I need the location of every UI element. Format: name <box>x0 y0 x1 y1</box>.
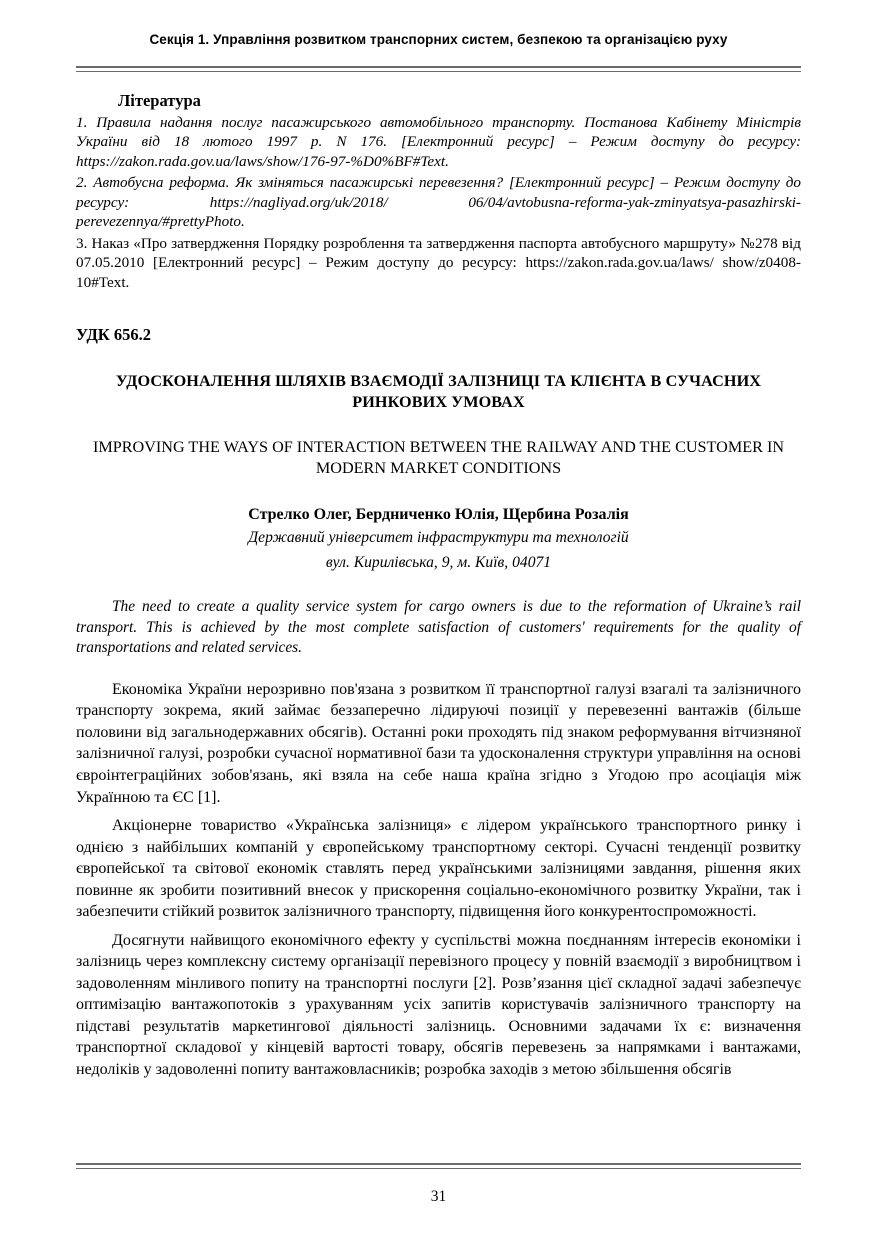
authors: Стрелко Олег, Бердниченко Юлія, Щербина Розалія <box>248 506 629 524</box>
body-paragraph: Економіка України нерозривно пов'язана з розвитком її транспортної галузі взагалі та залізничного транспорту зокрема, який займає беззаперечно лідируючі позиції у перевезенні вантажів (більше половини від загальнодержавних обсягів). Останні роки проходять під знаком реформування вітчизняної залізничної галузі, розробки сучасної нормативної бази та удосконалення структури управління на основі євроінтеграційних зобов'язань, які взяла на себе наша країна згідно з Угодою про асоціація між Українною та ЄС [1]. <box>76 680 801 806</box>
abstract: The need to create a quality service system for cargo owners is due to the reformation of Ukraine’s rail transport. This is achieved by the most complete satisfaction of customers' requirements for the quality of transportations and related services. <box>76 598 801 657</box>
article-title-ukrainian: УДОСКОНАЛЕННЯ ШЛЯХІВ ВЗАЄМОДІЇ ЗАЛІЗНИЦІ ТА КЛІЄНТА В СУЧАСНИХ РИНКОВИХ УМОВАХ <box>115 372 762 412</box>
header-divider <box>76 66 801 72</box>
affiliation-address: вул. Кирилівська, 9, м. Київ, 04071 <box>325 553 552 571</box>
page-number: 31 <box>430 1188 447 1205</box>
reference-item: 1. Правила надання послуг пасажирського автомобільного транспорту. Постанова Кабінету Міністрів України від 18 лютого 1997 р. N 176. [Електронний ресурс] – Режим доступу до ресурсу: https://zakon.rada.gov.ua/laws/show/176-97-%D0%BF#Text. <box>76 114 801 170</box>
article-title-english: IMPROVING THE WAYS OF INTERACTION BETWEEN THE RAILWAY AND THE CUSTOMER IN MODERN MARKET CONDITIONS <box>92 438 785 478</box>
literature-heading: Література <box>118 91 201 110</box>
footer-divider <box>76 1163 801 1169</box>
body-paragraph: Акціонерне товариство «Українська залізниця» є лідером українського транспортного ринку і однією з найбільших компаній у європейському транспортному секторі. Сучасні тенденції розвитку європейської та світової економік ставлять перед українськими залізницями завдання, рішення яких повинне як зробити позитивний внесок у прискорення соціально-економічного розвитку України, так і забезпечити стійкий розвиток залізничного транспорту, підвищення його конкурентоспроможності. <box>76 817 801 921</box>
running-head: Секція 1. Управління розвитком транспорних систем, безпекою та організацією руху <box>149 32 728 47</box>
reference-item: 3. Наказ «Про затвердження Порядку розроблення та затвердження паспорта автобусного маршруту» №278 від 07.05.2010 [Електронний ресурс] – Режим доступу до ресурсу: https://zakon.rada.gov.ua/laws/ show/z0408-10#Text. <box>76 234 801 291</box>
body-paragraph: Досягнути найвищого економічного ефекту у суспільстві можна поєднанням інтересів економіки і залізниць через комплексну систему організації перевізного процесу у повній взаємодії з виробництвом і задоволенням мінливого попиту на транспортні послуги [2]. Розв’язання цієї складної задачі забезпечує оптимізацію вантажопотоків з урахуванням усіх запитів користувачів залізничного транспорту на підставі результатів маркетингової діяльності залізниць. Основними задачами їх є: визначення транспортної складової у кінцевій вартості товару, обсягів перевезень за напрямками і вантажами, недоліків у задоволенні попиту вантажовласників; розробка заходів з метою збільшення обсягів <box>76 931 801 1078</box>
affiliation-institution: Державний університет інфраструктури та технологій <box>248 529 629 547</box>
udk-code: УДК 656.2 <box>76 325 152 345</box>
reference-item: 2. Автобусна реформа. Як зміняться пасажирські перевезення? [Електронний ресурс] – Режим доступу до ресурсу: https://nagliyad.org/uk/2018/ 06/04/avtobusna-reforma-yak-zminyatsya-pasazhirski-perevezennya/#prettyPhoto. <box>76 174 801 231</box>
page-content <box>76 0 801 1080</box>
